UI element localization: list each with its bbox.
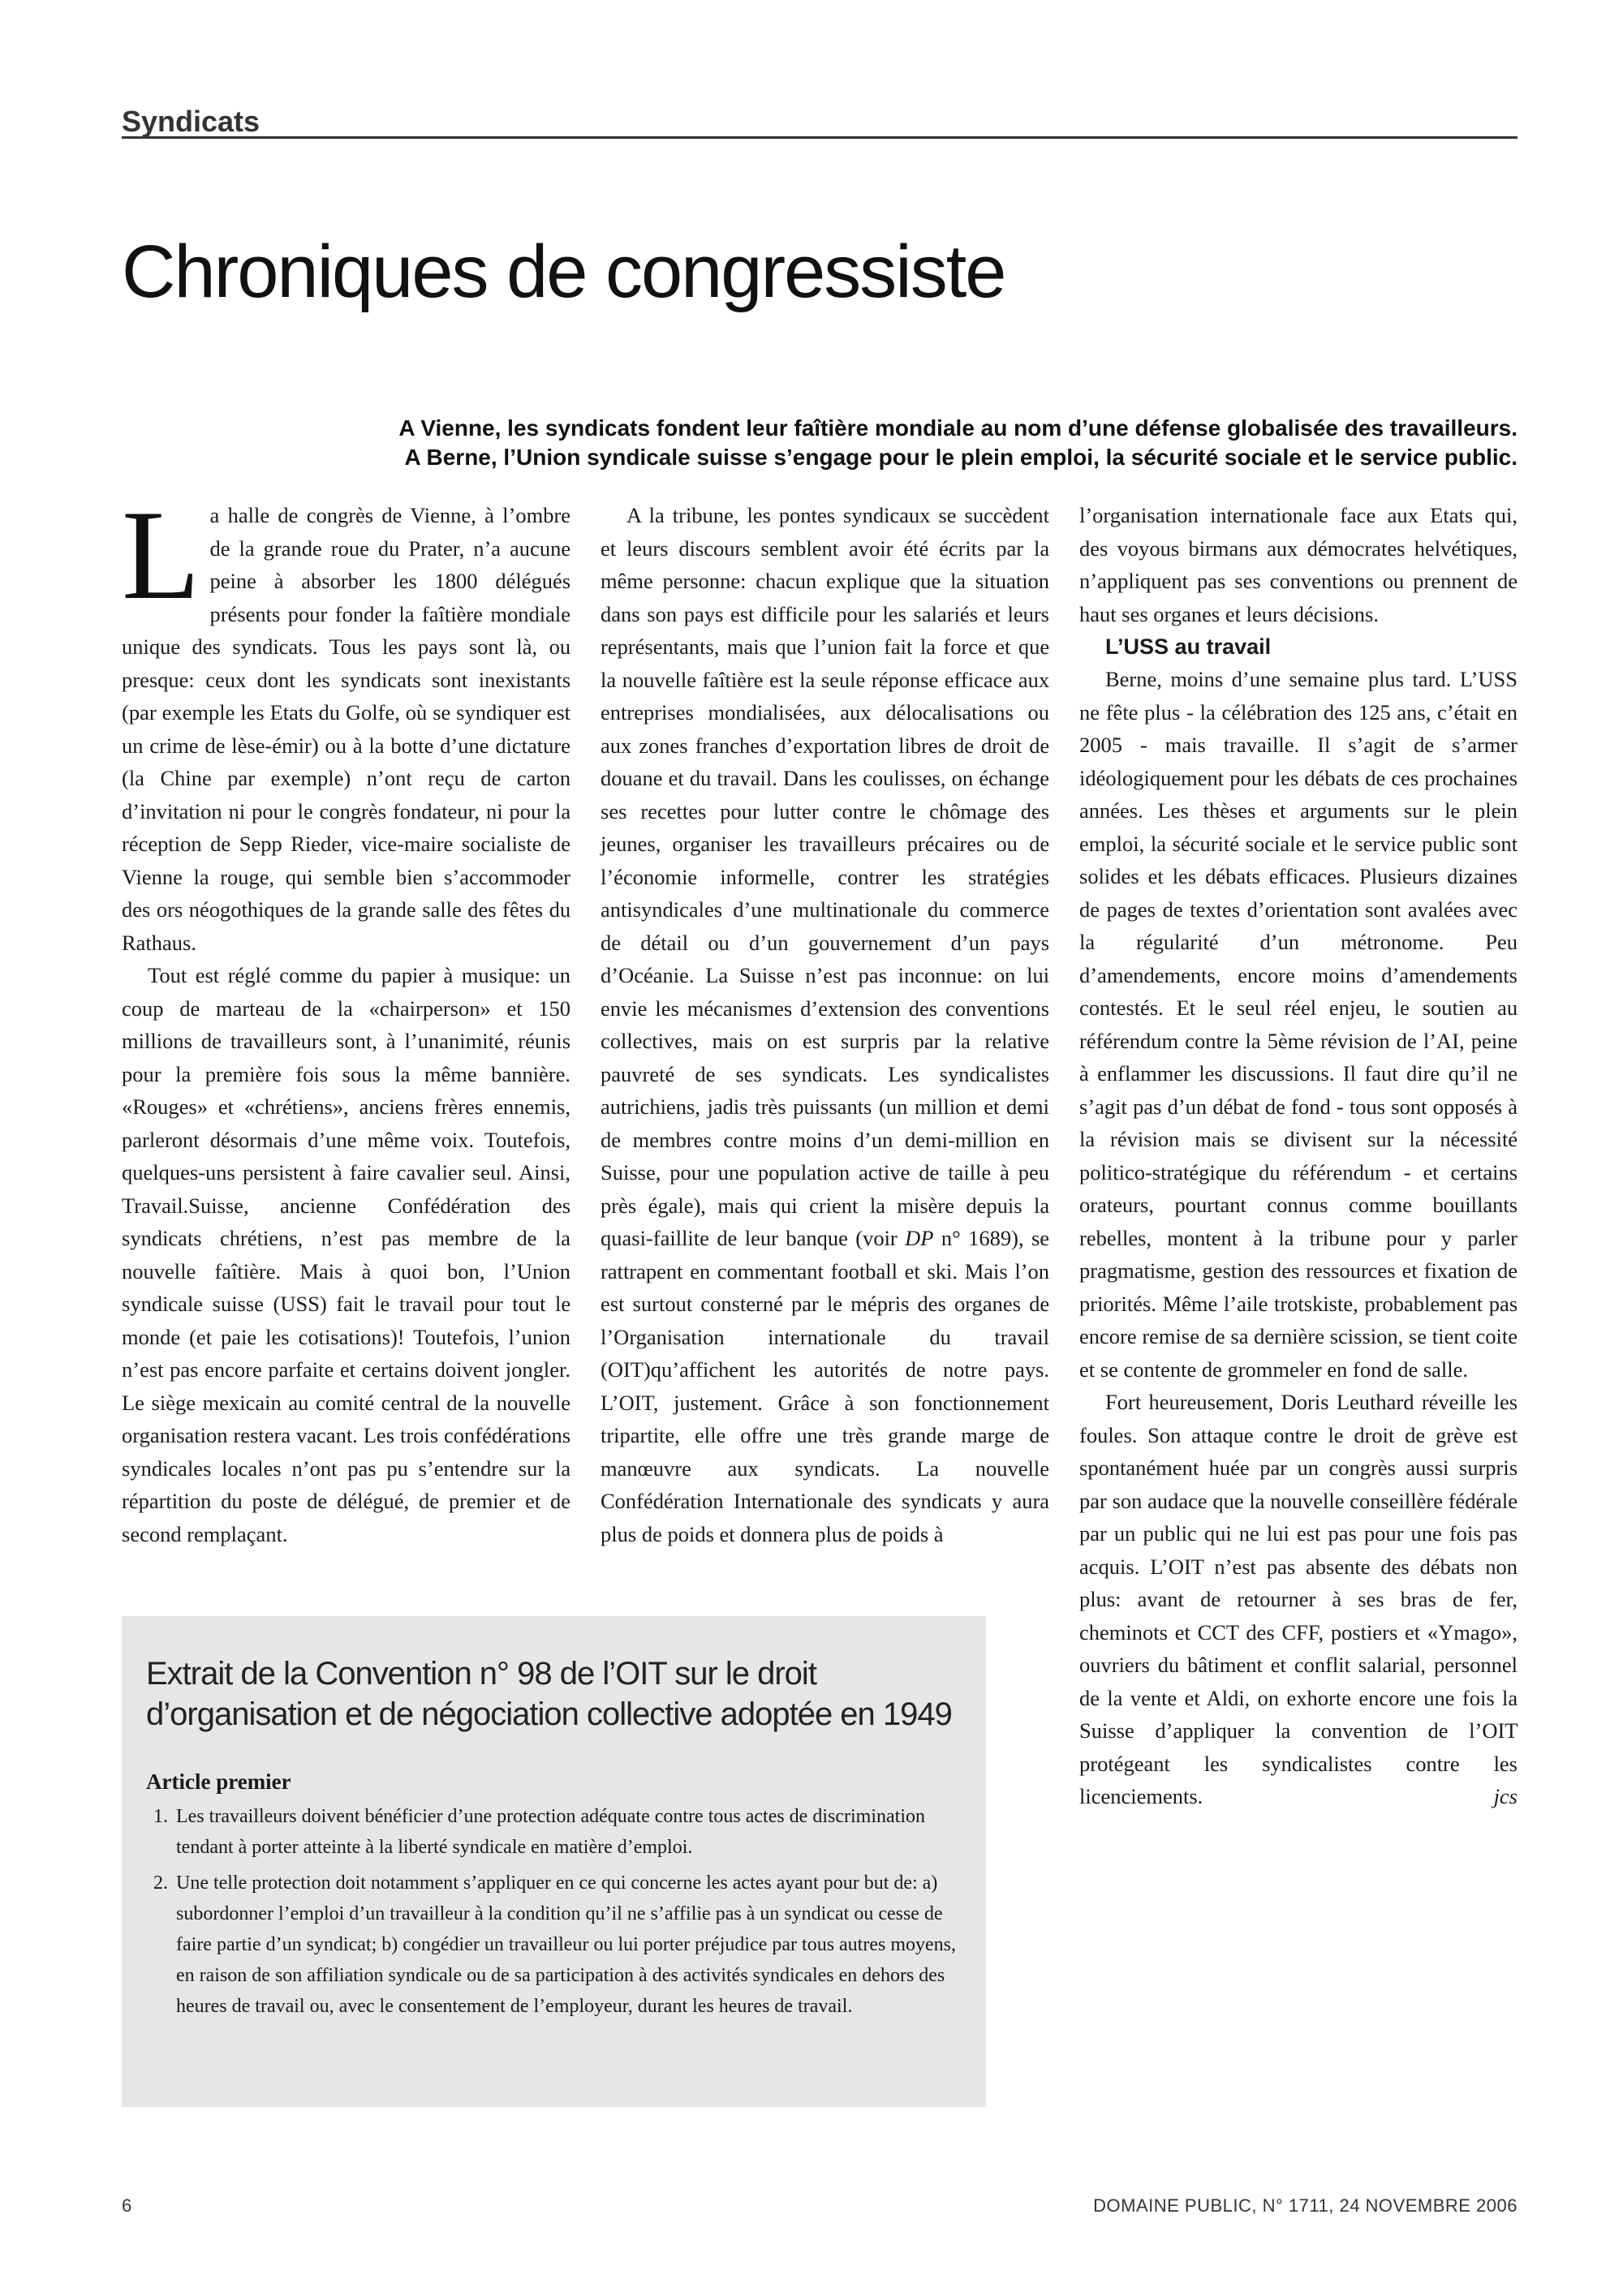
article-paragraph-2: Tout est réglé comme du papier à musique: un coup de marteau de la «chairperson» et 150 millions de travailleurs sont, à l’unanimité, réunis pour la première fois sous la même bannière. «Rouges» et «chrétiens», anciens frères ennemis, parleront désormais d’une même voix. Toutefois, quelques-uns persistent à faire cavalier seul. Ainsi, Travail.Suisse, ancienne Confédération des syndicats chrétiens, n’est pas membre de la nouvelle faîtière. Mais à quoi bon, l’Union syndicale suisse (USS) fait le travail pour tout le monde (et paie les cotisations)! Toutefois, l’union n’est pas encore parfaite et certains doivent jongler. Le siège mexicain au comité central de la nouvelle organisation restera vacant. Les trois confédérations syndicales locales n’ont pas pu s’entendre sur la répartition du poste de délégué, de premier et de second remplaçant. <box>122 963 571 1546</box>
page-number: 6 <box>122 2195 132 2216</box>
article-list <box>146 1801 962 2022</box>
section-label: Syndicats <box>122 105 1518 139</box>
article-paragraph-1: La halle de congrès de Vienne, à l’ombre de la grande roue du Prater, n’a aucune peine à absorber les 1800 délégués présents pour fonder la faîtière mondiale unique des syndicats. Tous les pays sont là, ou presque: ceux dont les syndicats sont inexistants (par exemple les Etats du Golfe, où se syndiquer est un crime de lèse-émir) ou à la botte d’une dictature (la Chine par exemple) n’ont reçu de carton d’invitation ni pour le congrès fondateur, ni pour la réception de Sepp Rieder, vice-maire socialiste de Vienne la rouge, qui semble bien s’accommoder des ors néogothiques de la grande salle des fêtes du Rathaus. <box>122 484 571 955</box>
drop-cap: L <box>122 484 200 626</box>
article-paragraph-4: Berne, moins d’une semaine plus tard. L’USS ne fête plus - la célébration des 125 ans, c’était en 2005 - mais travaille. Il s’agit de s’armer idéologiquement pour les débats de ces prochaines années. Les thèses et arguments sur le plein emploi, la sécurité sociale et le service public sont solides et les débats efficaces. Plusieurs dizaines de pages de textes d’orientation sont avalées avec la régularité d’un métronome. Peu d’amendements, encore moins d’amendements contestés. Et le seul réel enjeu, le soutien au référendum contre la 5ème révision de l’AI, peine à enflammer les discussions. Il faut dire qu’il ne s’agit pas d’un débat de fond - tous sont opposés à la révision mais se divisent sur la nécessité politico-stratégique du référendum - et certains orateurs, pourtant connus comme bouillants rebelles, montent à la tribune pour y parler pragmatisme, gestion des ressources et fixation de priorités. Même l’aile trotskiste, probablement pas encore remise de sa dernière scission, se tient coite et se contente de grommeler en fond de salle. <box>1079 667 1518 1382</box>
convention-excerpt-box <box>122 1616 986 2107</box>
text-column-3 <box>1079 499 1518 2138</box>
article-paragraph-3: A la tribune, les pontes syndicaux se succèdent et leurs discours semblent avoir été écrits par la même personne: chacun explique que la situation dans son pays est difficile pour les salariés et leurs représentants, mais que l’union fait la force et que la nouvelle faîtière est la seule réponse efficace aux entreprises mondialisées, aux délocalisations ou aux zones franches d’exportation libres de droit de douane et du travail. Dans les coulisses, on échange ses recettes pour lutter contre le chômage des jeunes, organiser les travailleurs précaires ou de l’économie informelle, contrer les stratégies antisyndicales d’une multinationale du commerce de détail ou d’un gouvernement d’un pays d’Océanie. La Suisse n’est pas inconnue: on lui envie les mécanismes d’extension des conventions collectives, mais on est surpris par la relative pauvreté de ses syndicats. Les syndicalistes autrichiens, jadis très puissants (un million et demi de membres contre moins d’un demi-million en Suisse, pour une population active de taille à peu près égale), mais qui crient la misère depuis la quasi-faillite de leur banque (voir DP n° 1689), se rattrapent en commentant football et ski. Mais l’on est surtout consterné par le mépris des organes de l’Organisation internationale du travail (OIT)qu’affichent les autorités de notre pays. L’OIT, justement. Grâce à son fonctionnement tripartite, elle offre une très grande marge de manœuvre aux syndicats. La nouvelle Confédération Internationale des syndicats y aura plus de poids et donnera plus de poids à <box>601 503 1050 1546</box>
article-lead <box>195 414 1518 472</box>
article-item-1: 1. Les travailleurs doivent bénéficier d’une protection adéquate contre tous actes de discrimination tendant à porter atteinte à la liberté syndicale en matière d’emploi. <box>173 1801 962 1863</box>
box-subtitle: Article premier <box>146 1769 291 1794</box>
text-column-1 <box>122 484 571 1578</box>
article-title: Chroniques de congressiste <box>122 230 1005 313</box>
article-paragraph-5: Fort heureusement, Doris Leuthard réveille les foules. Son attaque contre le droit de grève est spontanément huée par un congrès aussi surpris par son audace que la nouvelle conseillère fédérale par un public qui ne lui est pas pour une fois pas acquis. L’OIT n’est pas absente des débats non plus: avant de retourner à ses bras de fer, cheminots et CCT des CFF, postiers et «Ymago», ouvriers du bâtiment et conflit salarial, personnel de la vente et Aldi, on exhorte encore une fois la Suisse d’appliquer la convention de l’OIT protégeant les syndicalistes contre les licenciements. jcs <box>1079 1386 1518 1813</box>
lead-line-1: A Vienne, les syndicats fondent leur faîtière mondiale au nom d’une défense globalisée des travailleurs. <box>398 415 1518 441</box>
box-title: Extrait de la Convention n° 98 de l’OIT sur le droit d’organisation et de négociation collective adoptée en 1949 <box>146 1656 952 1732</box>
text-column-2 <box>601 499 1049 1578</box>
article-subhead: L’USS au travail <box>1105 634 1272 659</box>
article-item-2: 2. Une telle protection doit notamment s’appliquer en ce qui concerne les actes ayant pour but de: a) subordonner l’emploi d’un travailleur à la condition qu’il ne s’affilie pas à un syndicat ou cesse de faire partie d’un syndicat; b) congédier un travailleur ou lui porter préjudice par tous autres moyens, en raison de son affiliation syndicale ou de sa participation à des activités syndicales en dehors des heures de travail ou, avec le consentement de l’employeur, durant les heures de travail. <box>173 1868 962 2022</box>
lead-line-2: A Berne, l’Union syndicale suisse s’engage pour le plein emploi, la sécurité sociale et le service public. <box>404 445 1518 470</box>
author-signature: jcs <box>1493 1784 1518 1808</box>
publication-info: DOMAINE PUBLIC, N° 1711, 24 NOVEMBRE 2006 <box>1093 2195 1518 2216</box>
article-paragraph-3-cont: l’organisation internationale face aux Etats qui, des voyous birmans aux démocrates helvétiques, n’appliquent pas ses conventions ou prennent de haut ses organes et leurs décisions. <box>1079 503 1518 626</box>
